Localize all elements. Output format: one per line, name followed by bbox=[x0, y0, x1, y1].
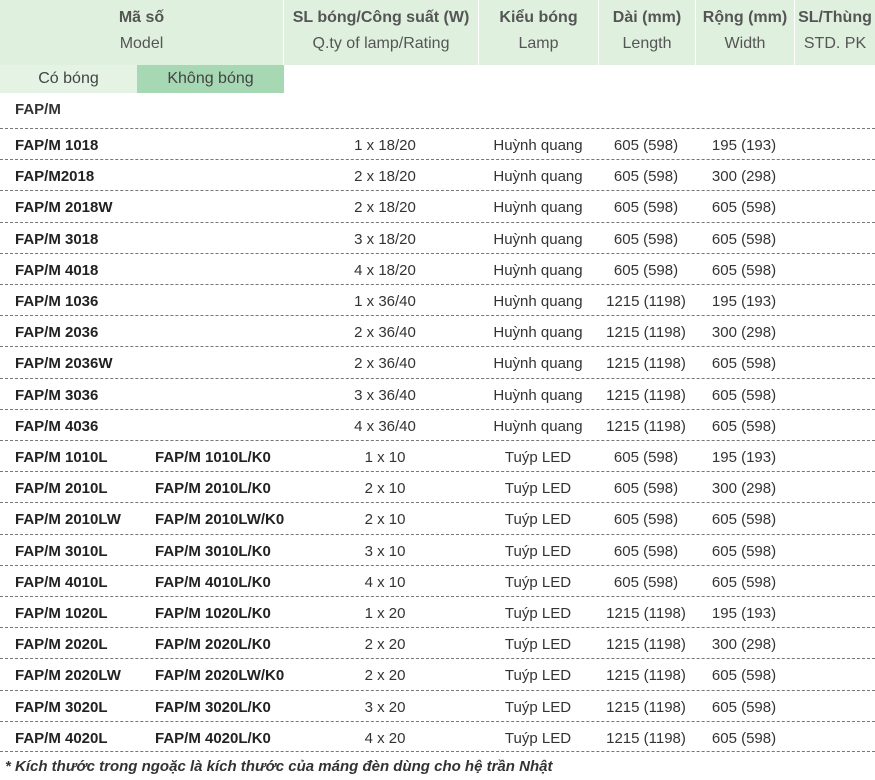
model-code: FAP/M 2018W bbox=[15, 199, 113, 217]
header-lamp-vi: Kiểu bóng bbox=[499, 9, 578, 26]
row-divider bbox=[0, 721, 875, 722]
length-value: 1215 (1198) bbox=[606, 605, 686, 622]
table-row bbox=[0, 658, 875, 689]
lamp-type: Tuýp LED bbox=[504, 511, 572, 529]
length-value: 1215 (1198) bbox=[606, 324, 686, 342]
width-value: 605 (598) bbox=[711, 417, 777, 435]
model-code: FAP/M 2036W bbox=[15, 355, 113, 373]
table-row bbox=[0, 627, 875, 658]
model-code: FAP/M 2010LW bbox=[15, 511, 121, 529]
row-divider bbox=[0, 658, 875, 659]
length-value: 1215 (1198) bbox=[606, 293, 686, 310]
row-divider bbox=[0, 159, 875, 160]
header-width-vi: Rộng (mm) bbox=[702, 9, 788, 26]
table-row bbox=[0, 690, 875, 721]
row-divider bbox=[0, 627, 875, 628]
model-code: FAP/M 3018 bbox=[15, 230, 99, 248]
width-value: 605 (598) bbox=[711, 261, 777, 279]
row-divider bbox=[0, 534, 875, 535]
length-value: 1215 (1198) bbox=[606, 355, 686, 373]
header-model-en: Model bbox=[119, 35, 164, 52]
model-code: FAP/M 4018 bbox=[15, 261, 99, 279]
row-divider bbox=[0, 253, 875, 254]
row-divider bbox=[0, 128, 875, 129]
model-code: FAP/M 3010L bbox=[15, 542, 108, 560]
model-code: FAP/M 1036 bbox=[15, 293, 99, 310]
width-value: 605 (598) bbox=[711, 729, 777, 747]
width-value: 195 (193) bbox=[711, 293, 777, 310]
length-value: 605 (598) bbox=[613, 573, 679, 591]
lamp-quantity: 4 x 20 bbox=[364, 729, 406, 747]
row-divider bbox=[0, 315, 875, 316]
width-value: 605 (598) bbox=[711, 355, 777, 373]
lamp-type: Huỳnh quang bbox=[493, 324, 583, 342]
model-code: FAP/M 4010L bbox=[15, 573, 108, 591]
length-value: 1215 (1198) bbox=[606, 667, 686, 685]
header-length bbox=[599, 0, 695, 65]
header-width bbox=[696, 0, 794, 65]
length-value: 605 (598) bbox=[613, 230, 679, 248]
lamp-type: Huỳnh quang bbox=[493, 137, 583, 154]
header-lamp bbox=[479, 0, 598, 65]
table-row bbox=[0, 471, 875, 502]
lamp-type: Tuýp LED bbox=[504, 667, 572, 685]
header-pk-en: STD. PK bbox=[803, 35, 867, 52]
lamp-type: Tuýp LED bbox=[504, 449, 572, 466]
model-code: FAP/M 1010L bbox=[15, 449, 108, 466]
lamp-quantity: 4 x 36/40 bbox=[354, 417, 416, 435]
width-value: 195 (193) bbox=[711, 137, 777, 154]
table-row bbox=[0, 409, 875, 440]
header-length-en: Length bbox=[622, 35, 672, 52]
length-value: 605 (598) bbox=[613, 137, 679, 154]
lamp-type: Huỳnh quang bbox=[493, 417, 583, 435]
width-value: 605 (598) bbox=[711, 386, 777, 404]
footnote: * Kích thước trong ngoặc là kích thước của máng đèn dùng cho hệ trần Nhật bbox=[5, 758, 553, 775]
row-divider bbox=[0, 690, 875, 691]
width-value: 300 (298) bbox=[711, 168, 777, 186]
lamp-type: Huỳnh quang bbox=[493, 355, 583, 373]
header-qty bbox=[284, 0, 478, 65]
model-code-no-lamp: FAP/M 2020LW/K0 bbox=[155, 667, 285, 685]
model-code: FAP/M 4020L bbox=[15, 729, 108, 747]
model-code: FAP/M 2010L bbox=[15, 480, 108, 498]
width-value: 300 (298) bbox=[711, 636, 777, 654]
table-row bbox=[0, 222, 875, 253]
table-bottom-rule bbox=[0, 751, 875, 752]
lamp-type: Huỳnh quang bbox=[493, 261, 583, 279]
header-model-vi: Mã số bbox=[118, 9, 165, 26]
length-value: 605 (598) bbox=[613, 168, 679, 186]
model-code: FAP/M 3020L bbox=[15, 698, 108, 716]
row-divider bbox=[0, 190, 875, 191]
header-lamp-en: Lamp bbox=[518, 35, 559, 52]
model-code-no-lamp: FAP/M 3020L/K0 bbox=[155, 698, 271, 716]
table-row bbox=[0, 284, 875, 315]
model-code-no-lamp: FAP/M 2010LW/K0 bbox=[155, 511, 285, 529]
header-length-vi: Dài (mm) bbox=[612, 9, 682, 26]
width-value: 605 (598) bbox=[711, 573, 777, 591]
row-divider bbox=[0, 565, 875, 566]
row-divider bbox=[0, 440, 875, 441]
model-code-no-lamp: FAP/M 2010L/K0 bbox=[155, 480, 271, 498]
width-value: 195 (193) bbox=[711, 449, 777, 466]
lamp-type: Tuýp LED bbox=[504, 573, 572, 591]
table-row bbox=[0, 565, 875, 596]
table-row bbox=[0, 315, 875, 346]
lamp-type: Tuýp LED bbox=[504, 729, 572, 747]
row-divider bbox=[0, 222, 875, 223]
model-code-no-lamp: FAP/M 1010L/K0 bbox=[155, 449, 271, 466]
table-row bbox=[0, 440, 875, 471]
row-divider bbox=[0, 502, 875, 503]
lamp-quantity: 4 x 18/20 bbox=[354, 261, 416, 279]
lamp-quantity: 1 x 36/40 bbox=[354, 293, 416, 310]
lamp-type: Huỳnh quang bbox=[493, 293, 583, 310]
lamp-type: Huỳnh quang bbox=[493, 230, 583, 248]
lamp-quantity: 2 x 20 bbox=[364, 667, 406, 685]
lamp-quantity: 4 x 10 bbox=[364, 573, 406, 591]
lamp-type: Tuýp LED bbox=[504, 605, 572, 622]
lamp-quantity: 3 x 20 bbox=[364, 698, 406, 716]
width-value: 605 (598) bbox=[711, 542, 777, 560]
table-row bbox=[0, 346, 875, 377]
model-code-no-lamp: FAP/M 4010L/K0 bbox=[155, 573, 271, 591]
length-value: 605 (598) bbox=[613, 480, 679, 498]
length-value: 605 (598) bbox=[613, 449, 679, 466]
table-row bbox=[0, 159, 875, 190]
lamp-type: Huỳnh quang bbox=[493, 386, 583, 404]
width-value: 605 (598) bbox=[711, 511, 777, 529]
lamp-type: Tuýp LED bbox=[504, 698, 572, 716]
table-row bbox=[0, 253, 875, 284]
row-divider bbox=[0, 409, 875, 410]
lamp-quantity: 2 x 10 bbox=[364, 480, 406, 498]
width-value: 300 (298) bbox=[711, 480, 777, 498]
lamp-quantity: 1 x 10 bbox=[364, 449, 406, 466]
model-code: FAP/M 1020L bbox=[15, 605, 108, 622]
row-divider bbox=[0, 378, 875, 379]
lamp-quantity: 2 x 10 bbox=[364, 511, 406, 529]
lamp-quantity: 3 x 10 bbox=[364, 542, 406, 560]
model-code: FAP/M 1018 bbox=[15, 137, 99, 154]
table-row bbox=[0, 502, 875, 533]
header-model bbox=[0, 0, 283, 65]
lamp-quantity: 2 x 18/20 bbox=[354, 199, 416, 217]
lamp-quantity: 3 x 18/20 bbox=[354, 230, 416, 248]
header-qty-en: Q.ty of lamp/Rating bbox=[312, 35, 450, 52]
model-code-no-lamp: FAP/M 4020L/K0 bbox=[155, 729, 271, 747]
table-row bbox=[0, 190, 875, 221]
width-value: 605 (598) bbox=[711, 199, 777, 217]
length-value: 1215 (1198) bbox=[606, 417, 686, 435]
table-row bbox=[0, 128, 875, 159]
lamp-type: Tuýp LED bbox=[504, 636, 572, 654]
lamp-quantity: 2 x 20 bbox=[364, 636, 406, 654]
model-code-no-lamp: FAP/M 3010L/K0 bbox=[155, 542, 271, 560]
model-code-no-lamp: FAP/M 2020L/K0 bbox=[155, 636, 271, 654]
lamp-quantity: 1 x 20 bbox=[364, 605, 406, 622]
table-row bbox=[0, 596, 875, 627]
model-code-no-lamp: FAP/M 1020L/K0 bbox=[155, 605, 271, 622]
lamp-quantity: 2 x 18/20 bbox=[354, 168, 416, 186]
model-code: FAP/M 2020L bbox=[15, 636, 108, 654]
legend-with-lamp: Có bóng bbox=[0, 65, 137, 93]
length-value: 605 (598) bbox=[613, 511, 679, 529]
length-value: 605 (598) bbox=[613, 199, 679, 217]
width-value: 195 (193) bbox=[711, 605, 777, 622]
length-value: 605 (598) bbox=[613, 542, 679, 560]
width-value: 300 (298) bbox=[711, 324, 777, 342]
row-divider bbox=[0, 596, 875, 597]
model-code: FAP/M 3036 bbox=[15, 386, 99, 404]
header-pk bbox=[795, 0, 875, 65]
lamp-quantity: 3 x 36/40 bbox=[354, 386, 416, 404]
lamp-quantity: 2 x 36/40 bbox=[354, 324, 416, 342]
length-value: 1215 (1198) bbox=[606, 729, 686, 747]
lamp-type: Huỳnh quang bbox=[493, 199, 583, 217]
model-code: FAP/M 2020LW bbox=[15, 667, 121, 685]
length-value: 1215 (1198) bbox=[606, 636, 686, 654]
model-code: FAP/M2018 bbox=[15, 168, 95, 186]
lamp-type: Huỳnh quang bbox=[493, 168, 583, 186]
row-divider bbox=[0, 471, 875, 472]
header-pk-vi: SL/Thùng bbox=[798, 9, 872, 26]
row-divider bbox=[0, 346, 875, 347]
section-title: FAP/M bbox=[15, 101, 61, 118]
model-code: FAP/M 4036 bbox=[15, 417, 99, 435]
table-row bbox=[0, 534, 875, 565]
lamp-quantity: 1 x 18/20 bbox=[354, 137, 416, 154]
legend-without-lamp: Không bóng bbox=[137, 65, 284, 93]
length-value: 605 (598) bbox=[613, 261, 679, 279]
table-row bbox=[0, 721, 875, 752]
width-value: 605 (598) bbox=[711, 230, 777, 248]
width-value: 605 (598) bbox=[711, 698, 777, 716]
length-value: 1215 (1198) bbox=[606, 386, 686, 404]
lamp-type: Tuýp LED bbox=[504, 542, 572, 560]
model-code: FAP/M 2036 bbox=[15, 324, 99, 342]
length-value: 1215 (1198) bbox=[606, 698, 686, 716]
width-value: 605 (598) bbox=[711, 667, 777, 685]
header-width-en: Width bbox=[724, 35, 766, 52]
table-row bbox=[0, 378, 875, 409]
lamp-type: Tuýp LED bbox=[504, 480, 572, 498]
header-qty-vi: SL bóng/Công suất (W) bbox=[292, 9, 470, 26]
lamp-quantity: 2 x 36/40 bbox=[354, 355, 416, 373]
row-divider bbox=[0, 284, 875, 285]
